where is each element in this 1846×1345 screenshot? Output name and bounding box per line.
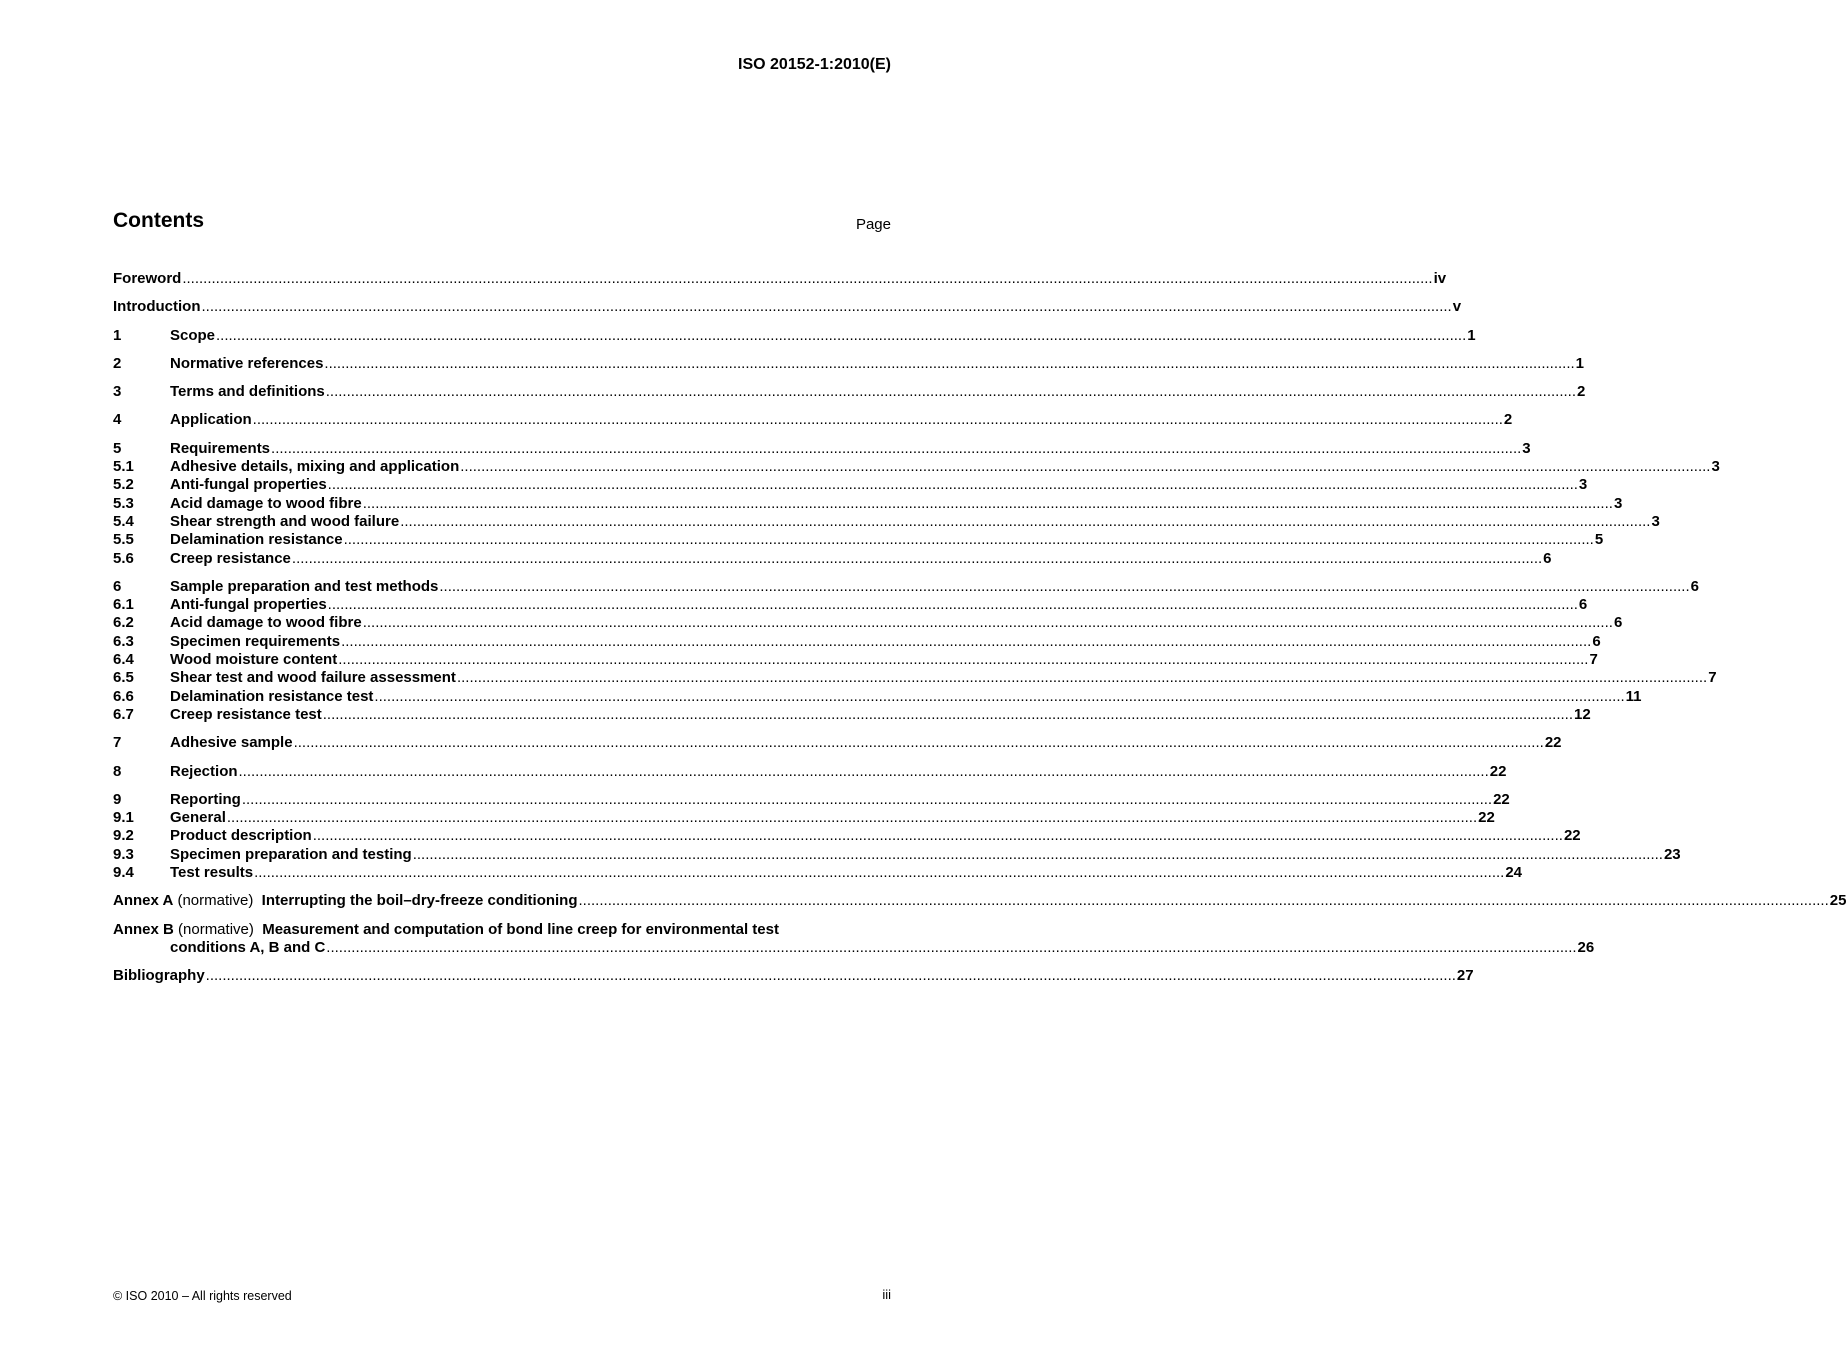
toc-annex-a[interactable] [113, 892, 1846, 910]
toc-entry-title: Adhesive sample [170, 734, 293, 752]
toc-entry-page: 6 [1613, 614, 1623, 632]
toc-entry-page: 6 [1592, 632, 1601, 650]
toc-entry-title: Rejection [170, 762, 238, 780]
table-of-contents [113, 270, 1846, 996]
toc-entry[interactable] [113, 577, 1699, 596]
toc-entry[interactable] [113, 549, 1552, 568]
toc-entry-number: 9.2 [113, 827, 134, 845]
leader-dots: ............................................................................................................................................................................................................................................................................................................ [182, 270, 1433, 287]
leader-dots: ............................................................................................................................................................................................................................................................................................................ [374, 687, 1625, 705]
toc-entry-number: 5.4 [113, 512, 134, 530]
toc-entry[interactable] [113, 809, 1495, 827]
toc-entry[interactable] [113, 531, 1604, 549]
annex-title-line1: Measurement and computation of bond line creep for environmental test [262, 920, 779, 938]
toc-entry-page: 3 [1613, 494, 1623, 512]
leader-dots: ............................................................................................................................................................................................................................................................................................................ [362, 614, 1613, 632]
leader-dots: ............................................................................................................................................................................................................................................................................................................ [252, 411, 1503, 429]
toc-entry[interactable] [113, 476, 1588, 494]
toc-entry-page: 22 [1544, 734, 1562, 752]
toc-entry-title: Specimen requirements [170, 632, 341, 650]
leader-dots: ............................................................................................................................................................................................................................................................................................................ [201, 298, 1452, 316]
toc-entry-title: Specimen preparation and testing [170, 845, 412, 863]
toc-entry-page: 6 [1543, 549, 1552, 567]
toc-entry-page: 1 [1575, 354, 1585, 372]
leader-dots: ............................................................................................................................................................................................................................................................................................................ [322, 705, 1573, 723]
toc-group [113, 270, 1447, 288]
footer-page-number: iii [882, 1287, 891, 1302]
toc-entry[interactable] [113, 512, 1660, 531]
toc-entry[interactable] [113, 705, 1591, 724]
toc-entry-title: Adhesive details, mixing and application [170, 458, 460, 476]
toc-entry-title: Shear test and wood failure assessment [170, 669, 456, 687]
leader-dots: ............................................................................................................................................................................................................................................................................................................ [293, 734, 1544, 752]
annex-page: 26 [1577, 938, 1595, 956]
toc-entry-number: 2 [113, 354, 122, 372]
toc-entry-page: 22 [1489, 762, 1507, 780]
leader-dots: ............................................................................................................................................................................................................................................................................................................ [271, 439, 1522, 457]
leader-dots: ............................................................................................................................................................................................................................................................................................................ [343, 531, 1594, 549]
toc-bibliography[interactable] [113, 967, 1474, 985]
toc-entry-page: 6 [1578, 596, 1588, 614]
toc-entry-number: 5.6 [113, 549, 134, 567]
toc-entry-page: 3 [1651, 512, 1660, 530]
toc-entry-title: Scope [170, 326, 216, 344]
leader-dots: ............................................................................................................................................................................................................................................................................................................ [326, 938, 1577, 956]
toc-entry-number: 6.1 [113, 596, 134, 614]
toc-entry-title: Wood moisture content [170, 651, 338, 669]
toc-entry[interactable] [113, 411, 1513, 429]
leader-dots: ............................................................................................................................................................................................................................................................................................................ [362, 494, 1613, 512]
toc-entry-page: 2 [1503, 411, 1513, 429]
toc-entry[interactable] [113, 734, 1562, 752]
toc-entry-title: Terms and definitions [170, 383, 325, 401]
toc-entry[interactable] [113, 354, 1585, 373]
toc-entry-title: Reporting [170, 790, 241, 808]
leader-dots: ............................................................................................................................................................................................................................................................................................................ [216, 326, 1467, 344]
toc-entry[interactable] [113, 687, 1642, 706]
toc-entry-number: 6.4 [113, 651, 134, 669]
toc-entry-number: 5.5 [113, 531, 134, 549]
leader-dots: ............................................................................................................................................................................................................................................................................................................ [205, 967, 1456, 985]
toc-entry-number: 6.5 [113, 669, 134, 687]
toc-entry[interactable] [113, 651, 1598, 669]
toc-entry-number: 5.3 [113, 494, 134, 512]
annex-page: 25 [1829, 892, 1846, 910]
toc-group [113, 326, 1476, 345]
leader-dots: ............................................................................................................................................................................................................................................................................................................ [238, 762, 1489, 780]
annex-title-line2: conditions A, B and C [170, 938, 326, 956]
toc-entry[interactable] [113, 458, 1720, 476]
toc-entry-number: 9.4 [113, 864, 134, 882]
leader-dots: ............................................................................................................................................................................................................................................................................................................ [456, 669, 1708, 687]
toc-entry[interactable] [113, 494, 1623, 513]
toc-entry-title: Test results [170, 864, 254, 882]
toc-entry-number: 3 [113, 383, 122, 401]
toc-entry-number: 4 [113, 411, 122, 429]
leader-dots: ............................................................................................................................................................................................................................................................................................................ [338, 651, 1589, 669]
document-id: ISO 20152-1:2010(E) [738, 56, 891, 73]
leader-dots: ............................................................................................................................................................................................................................................................................................................ [341, 632, 1592, 650]
annex-label: Annex B [113, 920, 174, 938]
bibliography-title: Bibliography [113, 967, 205, 985]
toc-entry[interactable] [113, 439, 1531, 458]
annex-title: Interrupting the boil–dry-freeze conditioning [261, 892, 578, 910]
toc-entry-number: 5.1 [113, 458, 134, 476]
toc-entry-title: Acid damage to wood fibre [170, 614, 362, 632]
toc-entry-page: 12 [1574, 705, 1591, 723]
toc-entry[interactable] [113, 669, 1717, 687]
toc-entry[interactable] [113, 614, 1623, 632]
toc-entry[interactable] [113, 326, 1476, 345]
toc-group [113, 790, 1681, 882]
toc-entry-number: 9 [113, 790, 122, 808]
toc-entry-number: 9.3 [113, 845, 134, 863]
toc-group [113, 383, 1586, 401]
toc-entry-number: 1 [113, 326, 122, 344]
toc-entry-page: 1 [1467, 326, 1476, 344]
toc-entry-number: 8 [113, 762, 122, 780]
toc-entry[interactable] [113, 762, 1507, 781]
toc-group [113, 439, 1720, 568]
annex-type: (normative) [178, 920, 254, 938]
toc-entry-title: Introduction [113, 298, 201, 316]
leader-dots: ............................................................................................................................................................................................................................................................................................................ [327, 476, 1578, 494]
toc-entry-page: 7 [1708, 669, 1717, 687]
leader-dots: ............................................................................................................................................................................................................................................................................................................ [327, 596, 1578, 614]
page-column-label: Page [855, 216, 891, 233]
toc-entry[interactable] [113, 270, 1447, 288]
annex-label: Annex A [113, 892, 174, 910]
toc-entry[interactable] [113, 632, 1601, 651]
toc-entry-number: 7 [113, 734, 122, 752]
toc-entry-title: Application [170, 411, 252, 429]
toc-entry-page: 3 [1578, 476, 1588, 494]
toc-entry-title: Delamination resistance [170, 531, 343, 549]
leader-dots: ............................................................................................................................................................................................................................................................................................................ [312, 827, 1563, 845]
toc-entry-title: Anti-fungal properties [170, 476, 327, 494]
toc-entry-number: 9.1 [113, 809, 134, 827]
toc-entry-page: 6 [1690, 577, 1699, 595]
toc-entry-title: Acid damage to wood fibre [170, 494, 362, 512]
toc-entry[interactable] [113, 827, 1581, 845]
toc-entry[interactable] [113, 298, 1462, 316]
bibliography-page: 27 [1456, 967, 1474, 985]
toc-group [113, 354, 1585, 373]
leader-dots: ............................................................................................................................................................................................................................................................................................................ [254, 864, 1505, 882]
toc-entry-page: 11 [1625, 687, 1642, 705]
toc-entry[interactable] [113, 845, 1681, 864]
toc-entry-page: 3 [1711, 458, 1720, 476]
toc-entry-number: 6.7 [113, 705, 134, 723]
toc-entry[interactable] [113, 596, 1588, 614]
toc-entry-number: 5 [113, 439, 122, 457]
toc-entry-title: Normative references [170, 354, 324, 372]
toc-entry-page: 7 [1589, 651, 1598, 669]
leader-dots: ............................................................................................................................................................................................................................................................................................................ [578, 892, 1829, 910]
leader-dots: ............................................................................................................................................................................................................................................................................................................ [324, 354, 1575, 372]
toc-entry-title: Anti-fungal properties [170, 596, 327, 614]
contents-title: Contents [113, 209, 204, 232]
toc-entry-title: Creep resistance [170, 549, 291, 567]
toc-entry[interactable] [113, 864, 1523, 882]
leader-dots: ............................................................................................................................................................................................................................................................................................................ [400, 512, 1651, 530]
toc-entry-page: 22 [1478, 809, 1495, 827]
toc-entry[interactable] [113, 383, 1586, 401]
toc-entry-number: 5.2 [113, 476, 134, 494]
toc-entry-page: 22 [1493, 790, 1510, 808]
toc-entry[interactable] [113, 790, 1510, 809]
toc-entry-title: Creep resistance test [170, 705, 322, 723]
leader-dots: ............................................................................................................................................................................................................................................................................................................ [291, 549, 1543, 567]
toc-entry-page: 2 [1577, 383, 1586, 401]
toc-annex-b[interactable] [113, 920, 1595, 958]
leader-dots: ............................................................................................................................................................................................................................................................................................................ [226, 809, 1478, 827]
toc-group [113, 298, 1462, 316]
toc-entry-number: 6 [113, 577, 122, 595]
toc-entry-title: Product description [170, 827, 312, 845]
toc-entry-page: 22 [1563, 827, 1581, 845]
toc-entry-title: Requirements [170, 439, 271, 457]
toc-entry-title: Foreword [113, 270, 182, 287]
toc-group [113, 762, 1507, 781]
toc-entry-page: 24 [1505, 864, 1523, 882]
toc-group [113, 734, 1562, 752]
toc-group [113, 411, 1513, 429]
toc-entry-title: General [170, 809, 226, 827]
toc-entry-title: Sample preparation and test methods [170, 577, 439, 595]
toc-entry-number: 6.3 [113, 632, 134, 650]
leader-dots: ............................................................................................................................................................................................................................................................................................................ [439, 577, 1690, 595]
leader-dots: ............................................................................................................................................................................................................................................................................................................ [241, 790, 1493, 808]
leader-dots: ............................................................................................................................................................................................................................................................................................................ [325, 383, 1576, 401]
toc-entry-title: Delamination resistance test [170, 687, 374, 705]
leader-dots: ............................................................................................................................................................................................................................................................................................................ [460, 458, 1711, 476]
toc-entry-page: 3 [1522, 439, 1531, 457]
toc-entry-page: 23 [1663, 845, 1681, 863]
toc-entry-page: v [1452, 298, 1462, 316]
footer-copyright: © ISO 2010 – All rights reserved [113, 1289, 292, 1303]
toc-entry-title: Shear strength and wood failure [170, 512, 400, 530]
toc-entry-page: iv [1433, 270, 1447, 287]
toc-entry-page: 5 [1594, 531, 1604, 549]
toc-entry-number: 6.2 [113, 614, 134, 632]
toc-entry-number: 6.6 [113, 687, 134, 705]
leader-dots: ............................................................................................................................................................................................................................................................................................................ [412, 845, 1663, 863]
toc-group [113, 577, 1717, 724]
annex-type: (normative) [177, 892, 254, 910]
